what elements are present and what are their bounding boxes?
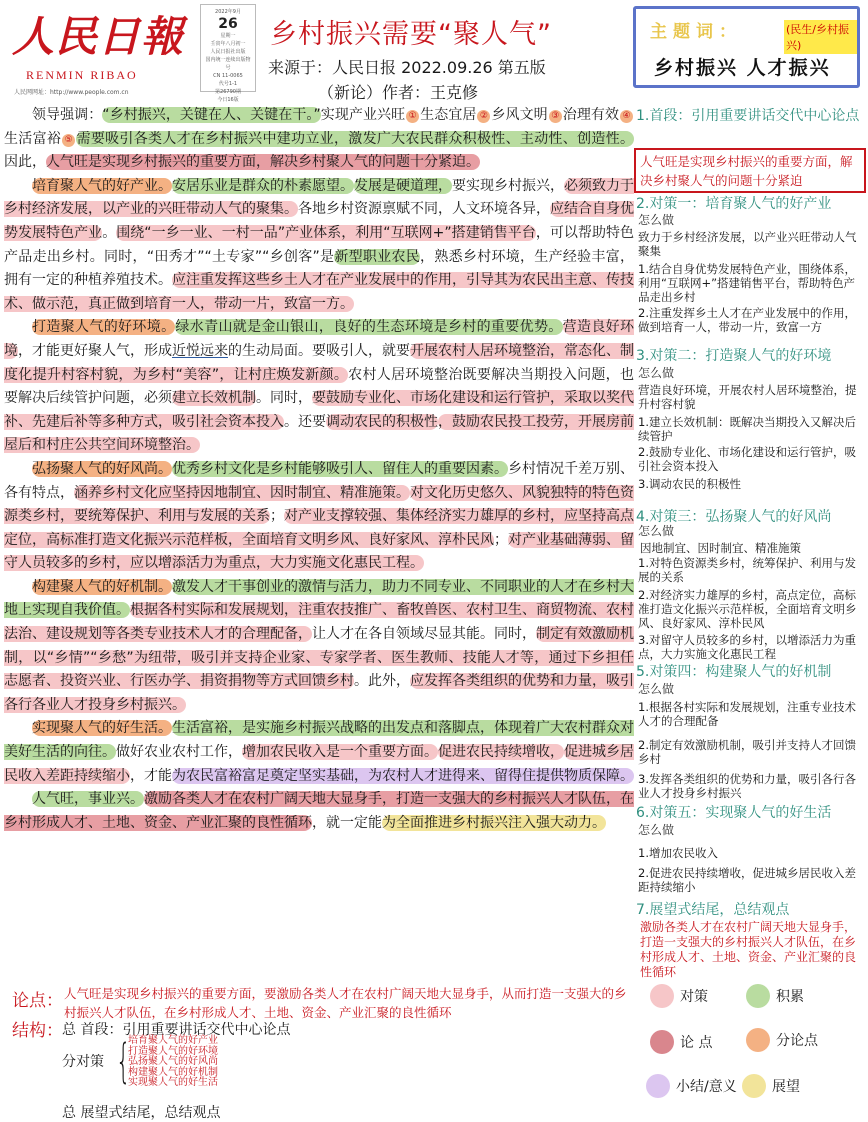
highlighted-text: 必须致力于乡村经济发展，以产业的兴旺带动人气的聚集。 xyxy=(4,177,634,218)
article-source: 来源于：人民日报 2022.09.26 第五版 xyxy=(268,58,546,77)
note-item: 2.注重发挥乡土人才在产业发展中的作用，做到培育一人，带动一片，致富一方 xyxy=(638,306,856,334)
legend-item-accumulate xyxy=(746,984,804,1008)
highlighted-text: 需要吸引各类人才在乡村振兴中建功立业，激发广大农民群众积极性、主动性、创造性。 xyxy=(76,130,635,147)
paragraph-culture xyxy=(4,458,634,576)
text-run: ； xyxy=(494,531,508,548)
text-run: 农村人居环境整治既要解决当期投入问题，也要解决后续管护问题，必须 xyxy=(4,366,634,407)
text-run: ，可以帮助特色产品走出乡村。同时，“田秀才”“土专家”“乡创客”是 xyxy=(4,224,635,265)
strategy-item: 弘扬聚人气的好风尚 xyxy=(128,1056,218,1068)
text-run: ； xyxy=(270,508,284,525)
note-section-6-heading: 6.对策五：实现聚人气的好生活 xyxy=(636,805,832,821)
brace-icon: { xyxy=(116,1034,131,1088)
highlighted-text: 对文化历史悠久、风貌独特的特色资源类乡村，要统筹保护、利用与发展的关系 xyxy=(4,484,634,525)
highlighted-text: 培育聚人气的好产业。 xyxy=(32,177,172,194)
highlighted-text: 增加农民收入是一个重要方面。 xyxy=(242,744,438,761)
date-day: 26 xyxy=(218,16,238,32)
note-section-2-heading: 2.对策一：培育聚人气的好产业 xyxy=(636,196,832,212)
note-item: 2.鼓励专业化、市场化建设和运行管护，吸引社会资本投入 xyxy=(638,445,856,473)
text-run: 乡村情况千差万别、各有特点， xyxy=(4,460,634,501)
highlighted-text: 对产业支撑较强、集体经济实力雄厚的乡村，应坚持高点定位，高标准打造文化振兴示范样板，全面培育文明乡风、良好家风、淳朴民风 xyxy=(4,508,634,548)
circled-number-marker: ④ xyxy=(620,110,633,123)
legend-label: 小结/意义 xyxy=(676,1079,737,1095)
note-item: 3.调动农民的积极性 xyxy=(638,477,741,491)
theme-words: 乡村振兴 人才振兴 xyxy=(654,57,831,79)
date-line: 代号1-1 xyxy=(218,81,238,87)
structure-label: 结构： xyxy=(12,1021,63,1041)
highlighted-text: 制定有效激励机制，以“乡情”“乡愁”为纽带，吸引并支持企业家、专家学者、医生教师、技能人才等，通过下乡担任志愿者、投资兴业、行医办学、捐资捐物等方式回馈乡村 xyxy=(4,626,634,690)
theme-tag: (民生/乡村振兴) xyxy=(784,20,857,54)
paragraph-mechanism xyxy=(4,576,634,718)
note-item: 2.制定有效激励机制，吸引并支持人才回馈乡村 xyxy=(638,738,856,766)
text-run: 。同时， xyxy=(256,390,312,407)
legend-swatch xyxy=(746,1028,770,1052)
highlighted-text: 安居乐业是群众的朴素愿望。 xyxy=(172,177,354,194)
highlighted-text: 近悦远来 xyxy=(172,342,228,359)
text-run: 领导强调： xyxy=(32,107,103,123)
text-run: ，就一定能 xyxy=(312,814,382,831)
note-how-label: 怎么做 xyxy=(638,213,675,227)
highlighted-text: 人气旺，事业兴。 xyxy=(32,791,144,808)
paragraph-industry xyxy=(4,175,634,317)
text-run: 。此外， xyxy=(354,673,410,690)
structure-opening: 总 首段：引用重要讲话交代中心论点 xyxy=(62,1022,291,1038)
note-section-1-heading: 1.首段：引用重要讲话交代中心论点 xyxy=(636,108,860,124)
date-line: 人民日报社出版 xyxy=(210,49,246,55)
circled-number-marker: ⑤ xyxy=(62,134,75,147)
text-run: 各地乡村资源禀赋不同，人文环境各异， xyxy=(298,201,550,218)
note-section-5-heading: 5.对策四：构建聚人气的好机制 xyxy=(636,664,832,680)
legend-item-subthesis xyxy=(746,1028,818,1052)
highlighted-text: 为农民富裕富足奠定坚实基础，为农村人才进得来、留得住提供物质保障。 xyxy=(172,767,634,784)
legend-item-summary xyxy=(646,1074,737,1098)
highlighted-text: 优秀乡村文化是乡村能够吸引人、留住人的重要因素。 xyxy=(172,460,508,477)
thesis-callout: 人气旺是实现乡村振兴的重要方面，解决乡村聚人气的问题十分紧迫 xyxy=(634,148,866,193)
circled-number-marker: ③ xyxy=(549,110,562,123)
text-run: 要实现乡村振兴， xyxy=(452,177,564,194)
highlighted-text: 要鼓励专业化、市场化建设和运行管护，采取以奖代补、先建后补等多种方式，吸引社会资本投入 xyxy=(4,390,634,430)
text-run: 乡风文明 xyxy=(491,107,548,123)
highlighted-text: 生活富裕，是实施乡村振兴战略的出发点和落脚点，体现着广大农村群众对美好生活的向往。 xyxy=(4,720,634,761)
masthead xyxy=(10,4,200,102)
text-run: 做好农业农村工作， xyxy=(116,744,242,761)
paragraph-intro xyxy=(4,104,634,175)
note-summary: 激励各类人才在农村广阔天地大显身手，打造一支强大的乡村振兴人才队伍，在乡村形成人才、土地、资金、产业汇聚的良性循环 xyxy=(640,920,857,979)
text-run: 实现产业兴旺 xyxy=(320,107,406,123)
strategy-item: 构建聚人气的好机制 xyxy=(128,1066,218,1078)
note-item: 2.促进农民持续增收，促进城乡居民收入差距持续缩小 xyxy=(638,866,856,894)
note-item: 3.对留守人员较多的乡村，以增添活力为重点，大力实施文化惠民工程 xyxy=(638,633,856,661)
structure-body-label: 分对策 xyxy=(62,1054,104,1070)
circled-number-marker: ② xyxy=(477,110,490,123)
note-section-3-heading: 3.对策二：打造聚人气的好环境 xyxy=(636,348,832,364)
text-run: 生活富裕 xyxy=(4,130,62,147)
article-title: 乡村振兴需要“聚人气” xyxy=(270,19,552,50)
note-item: 1.根据各村实际和发展规划，注重专业技术人才的合理配备 xyxy=(638,700,856,728)
date-line: 星期一 xyxy=(220,33,236,39)
text-run: 。 xyxy=(102,224,117,241)
note-item: 致力于乡村经济发展，以产业兴旺带动人气聚集 xyxy=(638,230,857,258)
date-line: 壬寅年八月初一 xyxy=(210,41,246,47)
legend-label: 展望 xyxy=(772,1079,800,1095)
legend-label: 分论点 xyxy=(776,1033,818,1049)
highlighted-text: 弘扬聚人气的好风尚。 xyxy=(32,460,172,477)
strategy-item: 培育聚人气的好产业 xyxy=(128,1035,218,1046)
legend-item-outlook xyxy=(742,1074,800,1098)
note-how-label: 怎么做 xyxy=(638,823,675,837)
text-run: ，熟悉乡村环境，生产经验丰富，拥有一定的种植养殖技术。 xyxy=(4,248,634,289)
date-line: 今日16版 xyxy=(217,97,239,103)
legend-swatch xyxy=(742,1074,766,1098)
issue-date-box xyxy=(200,4,256,103)
legend-label: 积累 xyxy=(776,989,804,1005)
structure-ending: 总 展望式结尾，总结观点 xyxy=(62,1105,221,1121)
note-section-4-heading: 4.对策三：弘扬聚人气的好风尚 xyxy=(636,509,832,525)
note-item: 营造良好环境，开展农村人居环境整治，提升村容村貌 xyxy=(638,383,857,411)
legend-swatch xyxy=(650,1030,674,1054)
highlighted-text: 为全面推进乡村振兴注入强大动力。 xyxy=(382,814,606,831)
legend-label: 论 点 xyxy=(680,1035,713,1051)
highlighted-text: 应发挥各类组织的优势和力量，吸引各行各业人才投身乡村振兴。 xyxy=(4,673,634,713)
date-line: 2022年9月 xyxy=(215,9,241,15)
highlighted-text: 绿水青山就是金山银山，良好的生态环境是乡村的重要优势。 xyxy=(175,319,563,336)
note-item: 因地制宜、因时制宜、精准施策 xyxy=(640,541,801,555)
highlighted-text: 促进城乡居民收入差距持续缩小 xyxy=(4,744,634,784)
note-item: 2.对经济实力雄厚的乡村，高点定位，高标准打造文化振兴示范样板，全面培育文明乡风、良好家风、淳朴民风 xyxy=(638,588,857,630)
text-run: 。还要 xyxy=(284,413,326,430)
legend-label: 对策 xyxy=(680,989,708,1005)
legend-item-strategy xyxy=(650,984,708,1008)
highlighted-text: 应注重发挥这些乡土人才在产业发展中的作用，引导其为农民出主意、传技术、做示范，真正做到培育一人，带动一片，致富一方。 xyxy=(4,272,634,312)
note-how-label: 怎么做 xyxy=(638,366,675,380)
strategy-item: 打造聚人气的好环境 xyxy=(128,1045,218,1057)
newspaper-pinyin: RENMIN RIBAO xyxy=(26,68,138,82)
date-line: 国内统一连续出版物号 xyxy=(205,57,251,71)
legend-swatch xyxy=(646,1074,670,1098)
highlighted-text: 营造良好环境 xyxy=(4,319,635,359)
note-item: 1.增加农民收入 xyxy=(638,846,718,860)
highlighted-text: 实现聚人气的好生活。 xyxy=(32,720,172,737)
highlighted-text: “乡村振兴，关键在人、关键在干。” xyxy=(102,107,321,123)
circled-number-marker: ① xyxy=(406,110,419,123)
highlighted-text: 激发人才干事创业的激情与活力，助力不同专业、不同职业的人才在乡村大地上实现自我价值。 xyxy=(4,578,634,619)
newspaper-website: 人民网网址：http://www.people.com.cn xyxy=(14,89,129,96)
note-item: 1.对特色资源类乡村，统筹保护、利用与发展的关系 xyxy=(638,556,856,584)
paragraph-life xyxy=(4,717,634,788)
article-body xyxy=(4,104,634,835)
text-run: 因此， xyxy=(4,154,46,171)
highlighted-text: 打造聚人气的好环境。 xyxy=(32,319,176,336)
highlighted-text: 人气旺是实现乡村振兴的重要方面，解决乡村聚人气的问题十分紧迫。 xyxy=(46,154,480,171)
thesis-label: 论点： xyxy=(12,991,63,1011)
highlighted-text: 根据各村实际和发展规划，注重农技推广、畜牧兽医、农村卫生、商贸物流、农村法治、建设规划等各类专业技术人才的合理配备， xyxy=(4,602,634,643)
highlighted-text: 调动农民的积极性 xyxy=(326,413,438,430)
highlighted-text: 对产业基础薄弱、留守人员较多的乡村，应以增添活力为重点，大力实施文化惠民工程。 xyxy=(4,531,634,572)
text-run: ，才能更好聚人气，形成 xyxy=(18,342,172,359)
text-run: 让人才在各自领域尽显其能。同时， xyxy=(312,626,536,643)
note-item: 3.发挥各类组织的优势和力量，吸引各行各业人才投身乡村振兴 xyxy=(638,772,856,800)
note-how-label: 怎么做 xyxy=(638,682,675,696)
highlighted-text: ，鼓励农民投工投劳，开展房前屋后和村庄公共空间环境整治。 xyxy=(4,413,634,454)
highlighted-text: 开展农村人居环境整治，常态化、制度化提升村容村貌，为乡村“美容”，让村庄焕发新颜。 xyxy=(4,342,634,383)
highlighted-text: 围绕“一乡一业、一村一品”产业体系，利用“互联网+”搭建销售平台 xyxy=(116,224,536,241)
date-line: CN 11-0065 xyxy=(213,73,243,79)
highlighted-text: 激励各类人才在农村广阔天地大显身手，打造一支强大的乡村振兴人才队伍，在乡村形成人才、土地、资金、产业汇聚的良性循环 xyxy=(4,791,634,831)
legend-swatch xyxy=(746,984,770,1008)
note-how-label: 怎么做 xyxy=(638,524,675,538)
highlighted-text: 构建聚人气的好机制。 xyxy=(32,578,172,595)
highlighted-text: 新型职业农民 xyxy=(334,248,421,265)
highlighted-text: 建立长效机制 xyxy=(172,390,256,407)
paragraph-environment xyxy=(4,316,634,458)
text-run: ，才能 xyxy=(130,767,172,784)
highlighted-text: 发展是硬道理， xyxy=(354,177,452,194)
date-line: 第26790期 xyxy=(215,89,241,95)
legend-item-thesis xyxy=(650,1030,712,1054)
note-item: 1.结合自身优势发展特色产业，围绕体系，利用“互联网+”搭建销售平台，帮助特色产品走出乡村 xyxy=(638,262,856,304)
structure-strategy-list xyxy=(128,1036,218,1089)
highlighted-text: 应结合自身优势发展特色产业 xyxy=(4,201,634,241)
text-run: 生态宜居 xyxy=(420,107,477,123)
note-item: 1.建立长效机制：既解决当期投入又解决后续管护 xyxy=(638,415,856,443)
theme-box xyxy=(633,6,860,88)
text-run: 治理有效 xyxy=(562,107,620,123)
highlighted-text: 涵养乡村文化应坚持因地制宜、因时制宜、精准施策。 xyxy=(74,484,410,501)
newspaper-logo: 人民日報 xyxy=(12,12,185,61)
highlighted-text: 促进农民持续增收， xyxy=(438,744,564,761)
note-section-7-heading: 7.展望式结尾，总结观点 xyxy=(636,902,790,918)
theme-label: 主题词： xyxy=(650,22,742,42)
thesis-text: 人气旺是实现乡村振兴的重要方面，要激励各类人才在农村广阔天地大显身手，从而打造一支强大的乡村振兴人才队伍，在乡村形成人才、土地、资金、产业汇聚的良性循环 xyxy=(64,986,627,1020)
text-run: 的生动局面。要吸引人，就要 xyxy=(228,342,410,359)
legend-swatch xyxy=(650,984,674,1008)
strategy-item: 实现聚人气的好生活 xyxy=(128,1077,218,1089)
article-author: （新论）作者：王克修 xyxy=(318,83,479,102)
paragraph-conclusion xyxy=(4,788,634,835)
